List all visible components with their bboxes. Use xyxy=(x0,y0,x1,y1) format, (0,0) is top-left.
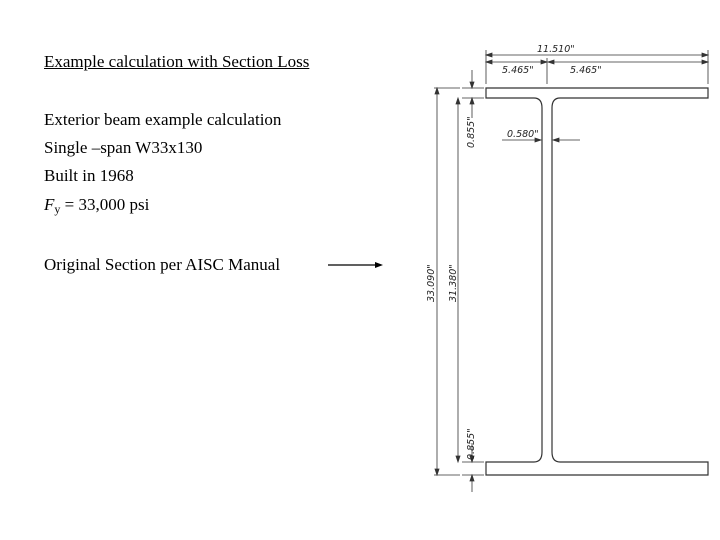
slide-title: Example calculation with Section Loss xyxy=(44,52,310,71)
top-flange-thickness-label: 0.855" xyxy=(466,116,477,148)
web-thickness-label: 0.580" xyxy=(507,129,539,140)
overall-depth-label: 33.090" xyxy=(426,264,437,302)
fy-symbol: F xyxy=(44,195,55,214)
fy-subscript: y xyxy=(54,202,61,216)
build-year-line: Built in 1968 xyxy=(44,166,134,185)
original-section-label: Original Section per AISC Manual xyxy=(44,255,281,274)
fy-value: = 33,000 psi xyxy=(60,195,150,214)
bottom-flange-thickness-label: 0.855" xyxy=(466,428,477,460)
yield-stress-line xyxy=(44,194,149,216)
pointer-arrow-icon xyxy=(328,259,384,271)
section-designation-line: Single –span W33x130 xyxy=(44,138,203,157)
i-beam-outline xyxy=(486,88,708,475)
description-line: Exterior beam example calculation xyxy=(44,110,282,129)
half-flange-right-label: 5.465" xyxy=(570,65,602,76)
overall-flange-width-label: 11.510" xyxy=(537,44,575,55)
wide-flange-section-drawing xyxy=(410,40,720,500)
half-flange-left-label: 5.465" xyxy=(502,65,534,76)
clear-web-depth-label: 31.380" xyxy=(448,264,459,302)
